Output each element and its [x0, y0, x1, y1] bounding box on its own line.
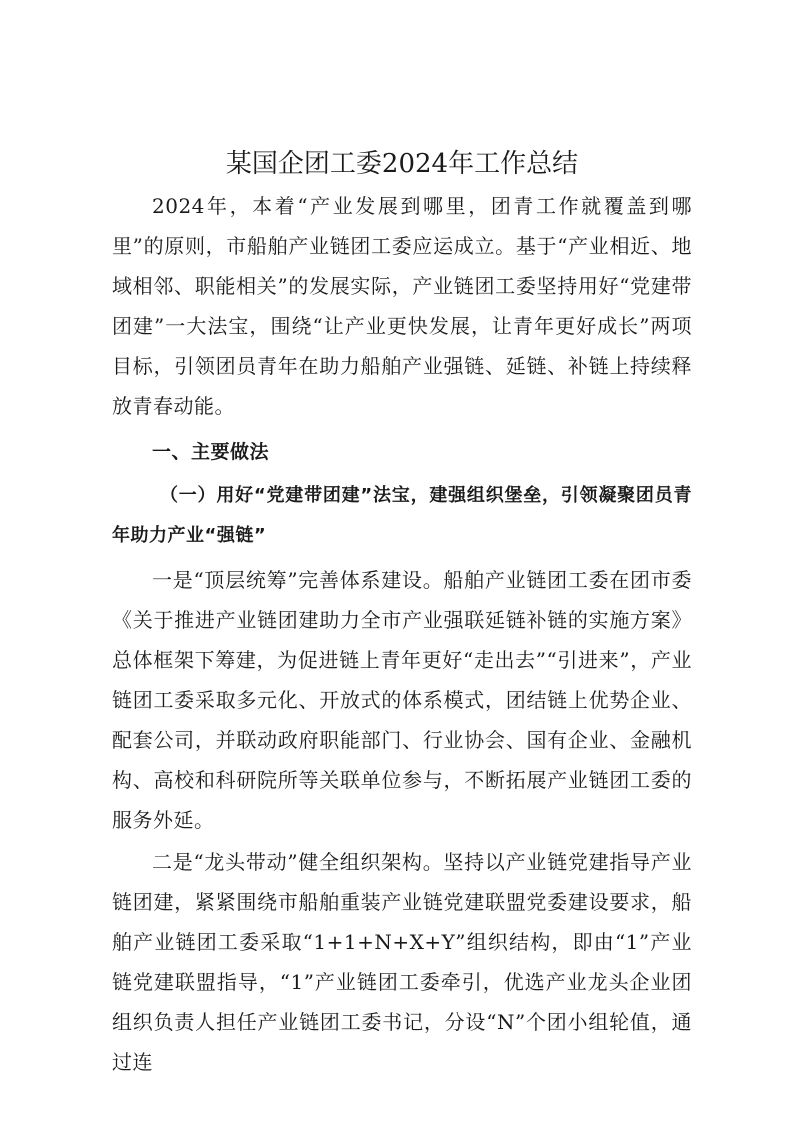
subsection-heading-1: （一）用好“党建带团建”法宝，建强组织堡垒，引领凝聚团员青年助力产业“强链” — [112, 485, 692, 546]
section-heading-main-practices: 一、主要做法 — [152, 441, 270, 463]
paragraph-top-level-planning: 一是“顶层统筹”完善体系建设。船舶产业链团工委在团市委《关于推进产业链团建助力全市产业强联延链补链的实施方案》总体框架下筹建，为促进链上青年更好“走出去”“引进来”，产业链团工委采取多元化、开放式的体系模式，团结链上优势企业、配套公司，并联动政府职能部门、行业协会、国有企业、金融机构、高校和科研院所等关联单位参与，不断拓展产业链团工委的服务外延。 — [112, 568, 692, 832]
document-title: 某国企团工委2024年工作总结 — [225, 149, 579, 179]
document-body — [112, 144, 692, 1082]
paragraph-leading-enterprise: 二是“龙头带动”健全组织架构。坚持以产业链党建指导产业链团建，紧紧围绕市船舶重装产业链党建联盟党委建设要求，船舶产业链团工委采取“1+1+N+X+Y”组织结构，即由“1”产业链党建联盟指导，“1”产业链团工委牵引，优选产业龙头企业团组织负责人担任产业链团工委书记，分设“N”个团小组轮值，通过连 — [112, 850, 692, 1074]
intro-paragraph: 2024年，本着“产业发展到哪里，团青工作就覆盖到哪里”的原则，市船舶产业链团工委应运成立。基于“产业相近、地域相邻、职能相关”的发展实际，产业链团工委坚持用好“党建带团建”一大法宝，围绕“让产业更快发展，让青年更好成长”两项目标，引领团员青年在助力船舶产业强链、延链、补链上持续释放青春动能。 — [112, 194, 692, 418]
